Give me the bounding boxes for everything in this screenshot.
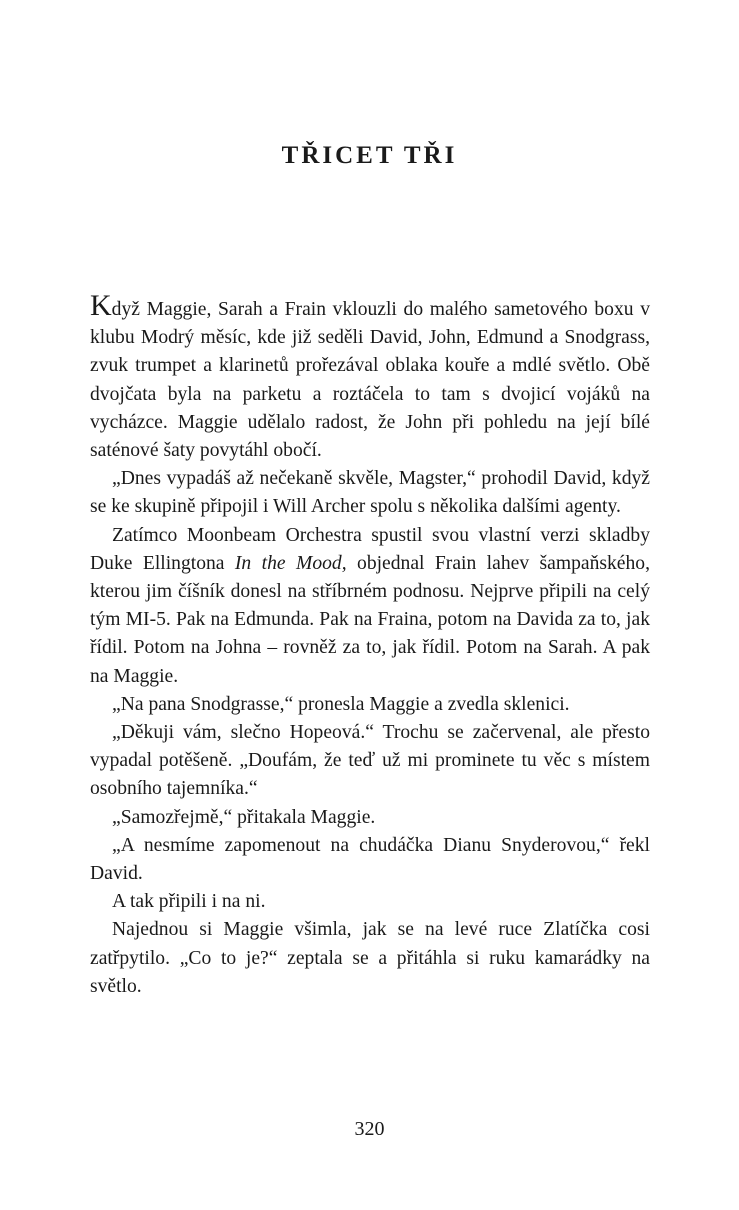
chapter-title: TŘICET TŘI bbox=[281, 142, 458, 169]
paragraph-2: „Dnes vypadáš až nečekaně skvěle, Magster,“ prohodil David, když se ke skupině připojil i Will Archer spolu s několika dalšími agenty. bbox=[90, 468, 650, 518]
paragraph-5: „Děkuji vám, slečno Hopeová.“ Trochu se začervenal, ale přesto vypadal potěšeně. „Doufám, že teď už mi prominete tu věc s místem osobního tajemníka.“ bbox=[90, 722, 650, 800]
paragraph-7: „A nesmíme zapomenout na chudáčka Dianu Snyderovou,“ řekl David. bbox=[90, 834, 650, 885]
drop-cap: K bbox=[90, 289, 112, 322]
song-title: In the Mood, bbox=[234, 552, 347, 574]
paragraph-6: „Samozřejmě,“ přitakala Maggie. bbox=[112, 806, 376, 828]
paragraph-4: „Na pana Snodgrasse,“ pronesla Maggie a zvedla sklenici. bbox=[112, 693, 570, 715]
chapter-body bbox=[90, 289, 650, 1001]
paragraph-9: Najednou si Maggie všimla, jak se na levé ruce Zlatíčka cosi zatřpytilo. „Co to je?“ zeptala se a přitáhla si ruku kamarádky na světlo. bbox=[90, 919, 650, 997]
paragraph-8: A tak připili i na ni. bbox=[112, 891, 266, 913]
paragraph-3-text-after: objednal Frain lahev šampaňského, kterou jim číšník donesl na stříbrném podnosu. Nejprve připili na celý tým MI-5. Pak na Edmunda. Pak na Fraina, potom na Davida za to, jak řídil. Potom na Johna – rovněž za to, jak řídil. Potom na Sarah. A pak na Maggie. bbox=[90, 552, 650, 687]
paragraph-1 bbox=[90, 289, 650, 465]
paragraph-1-text: dyž Maggie, Sarah a Frain vklouzli do malého sametového boxu v klubu Modrý měsíc, kde již seděli David, John, Edmund a Snodgrass, zvuk trumpet a klarinetů prořezával oblaka kouře a mdlé světlo. Obě dvojčata byla na parketu a roztáčela to tam s dvojicí vojáků na vycházce. Maggie udělalo radost, že John při pohledu na její bílé saténové šaty povytáhl obočí. bbox=[90, 299, 650, 462]
paragraph-3 bbox=[90, 522, 650, 691]
paragraph-3-text-before: Zatímco Moonbeam Orchestra spustil svou vlastní verzi skladby Duke Ellingtona bbox=[90, 524, 650, 574]
page-number: 320 bbox=[354, 1118, 385, 1140]
